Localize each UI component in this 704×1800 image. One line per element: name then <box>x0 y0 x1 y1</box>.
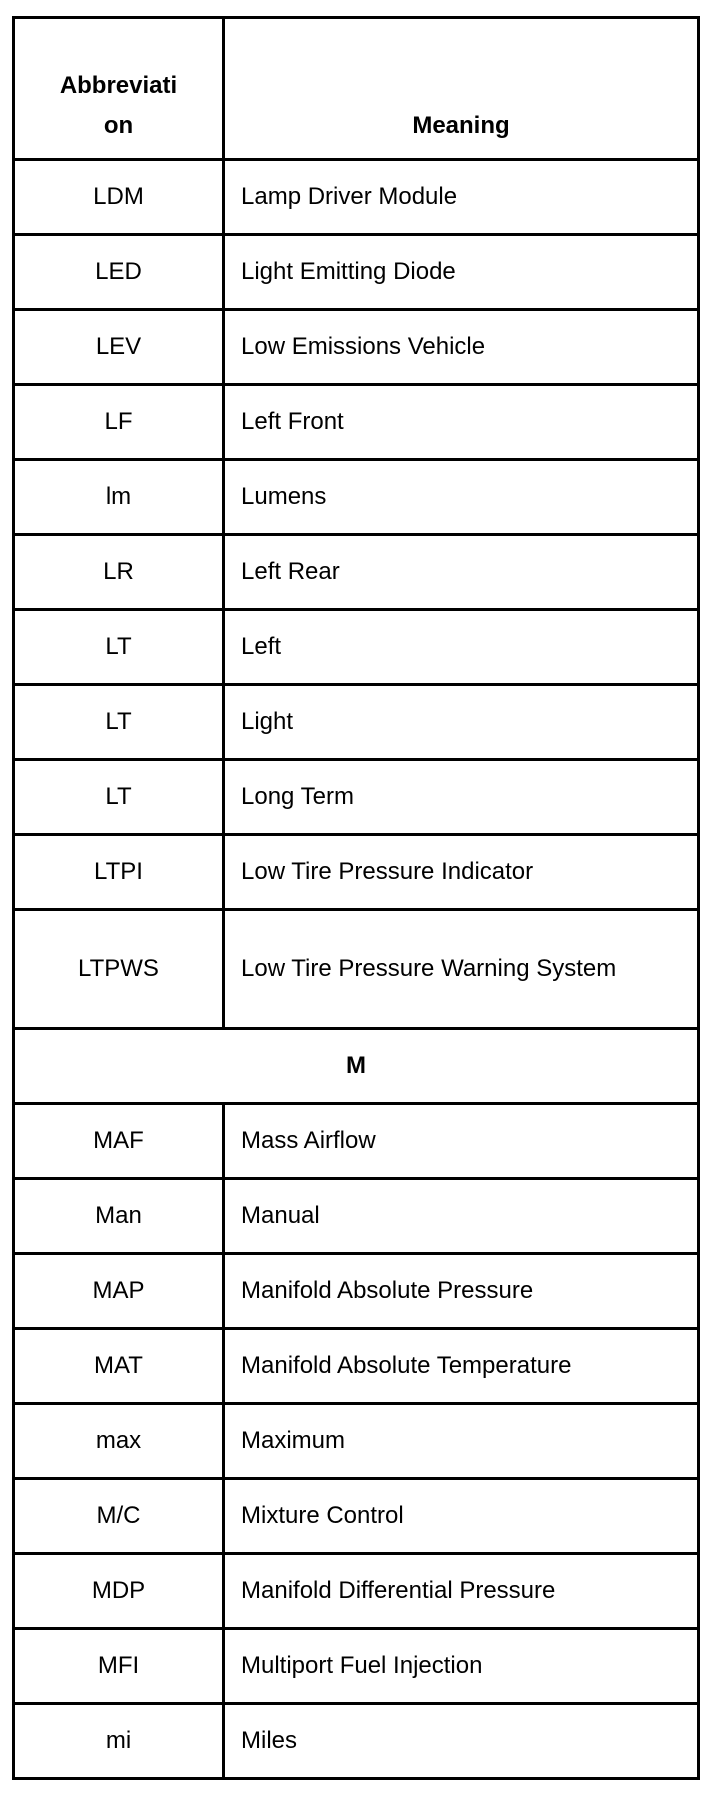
meaning-cell: Light <box>224 685 699 760</box>
table-row <box>14 1329 699 1404</box>
meaning-cell: Long Term <box>224 760 699 835</box>
table-row <box>14 610 699 685</box>
abbreviation-cell: Man <box>14 1179 224 1254</box>
meaning-cell: Manifold Differential Pressure <box>224 1554 699 1629</box>
abbreviation-cell: LEV <box>14 310 224 385</box>
abbreviation-cell: mi <box>14 1704 224 1779</box>
header-abbreviation-line2: on <box>103 112 134 139</box>
abbreviation-cell: LTPWS <box>14 910 224 1029</box>
header-abbreviation-line1: Abbreviati <box>59 72 178 99</box>
abbreviation-cell: MDP <box>14 1554 224 1629</box>
abbreviation-cell: MAT <box>14 1329 224 1404</box>
meaning-cell: Low Tire Pressure Warning System <box>224 910 699 1029</box>
meaning-cell: Multiport Fuel Injection <box>224 1629 699 1704</box>
table-row <box>14 385 699 460</box>
table-row <box>14 1254 699 1329</box>
abbreviation-cell: MAF <box>14 1104 224 1179</box>
meaning-cell: Left Rear <box>224 535 699 610</box>
abbreviation-cell: LR <box>14 535 224 610</box>
meaning-cell: Maximum <box>224 1404 699 1479</box>
meaning-cell: Manifold Absolute Temperature <box>224 1329 699 1404</box>
abbreviation-cell: LT <box>14 610 224 685</box>
abbreviation-cell: M/C <box>14 1479 224 1554</box>
table-row <box>14 1629 699 1704</box>
meaning-cell: Light Emitting Diode <box>224 235 699 310</box>
table-row <box>14 835 699 910</box>
table-row <box>14 1554 699 1629</box>
table-row <box>14 310 699 385</box>
table-row <box>14 1179 699 1254</box>
meaning-cell: Low Tire Pressure Indicator <box>224 835 699 910</box>
header-row <box>14 18 699 160</box>
meaning-cell: Miles <box>224 1704 699 1779</box>
table-row <box>14 1404 699 1479</box>
abbreviation-cell: lm <box>14 460 224 535</box>
meaning-cell: Left Front <box>224 385 699 460</box>
header-abbreviation <box>14 18 224 160</box>
table-row <box>14 760 699 835</box>
table-row <box>14 235 699 310</box>
table-row <box>14 535 699 610</box>
table-row <box>14 685 699 760</box>
abbreviation-cell: LT <box>14 685 224 760</box>
meaning-cell: Mixture Control <box>224 1479 699 1554</box>
table-row <box>14 910 699 1029</box>
meaning-cell: Low Emissions Vehicle <box>224 310 699 385</box>
meaning-cell: Lamp Driver Module <box>224 160 699 235</box>
table-row <box>14 1704 699 1779</box>
abbreviation-cell: LT <box>14 760 224 835</box>
header-meaning: Meaning <box>224 18 699 160</box>
section-heading-m: M <box>14 1029 699 1104</box>
section-header-row <box>14 1029 699 1104</box>
abbreviation-cell: max <box>14 1404 224 1479</box>
abbreviations-table <box>12 16 700 1780</box>
abbreviation-cell: MAP <box>14 1254 224 1329</box>
abbreviation-cell: LTPI <box>14 835 224 910</box>
abbreviations-table-container <box>12 16 697 1780</box>
meaning-cell: Manual <box>224 1179 699 1254</box>
abbreviation-cell: LED <box>14 235 224 310</box>
table-row <box>14 460 699 535</box>
table-row <box>14 1479 699 1554</box>
table-row <box>14 1104 699 1179</box>
abbreviation-cell: LDM <box>14 160 224 235</box>
abbreviation-cell: MFI <box>14 1629 224 1704</box>
abbreviation-cell: LF <box>14 385 224 460</box>
meaning-cell: Left <box>224 610 699 685</box>
meaning-cell: Lumens <box>224 460 699 535</box>
meaning-cell: Manifold Absolute Pressure <box>224 1254 699 1329</box>
table-row <box>14 160 699 235</box>
meaning-cell: Mass Airflow <box>224 1104 699 1179</box>
